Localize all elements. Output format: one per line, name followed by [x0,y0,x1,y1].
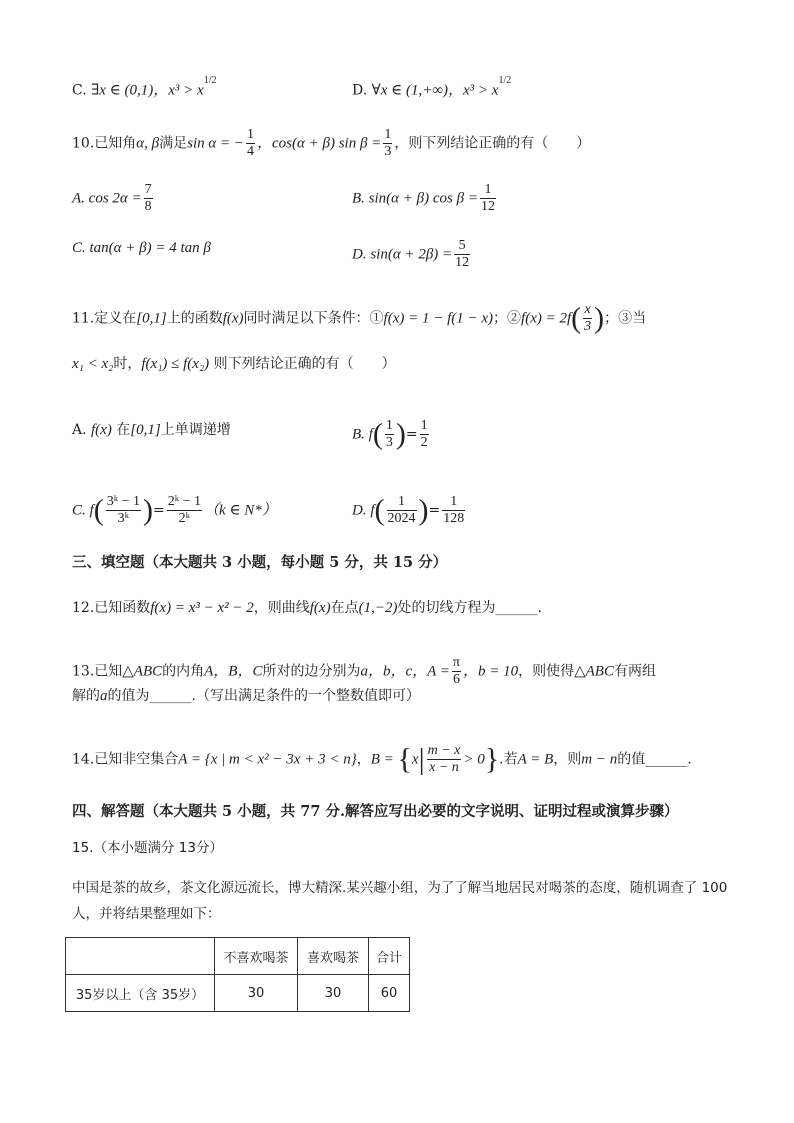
section-3-title: 三、填空题（本大题共 3 小题，每小题 5 分，共 15 分） [72,554,448,571]
q11-option-c: C. f( $\frac{\text{3ᵏ − 1}}{\text{3ᵏ}}$ )= $\frac{\text{2ᵏ − 1}}{\text{2ᵏ}}$ （k ∈ N*） [72,493,277,527]
table-header-cell: 喜欢喝茶 [298,938,369,975]
q10-option-d: D. sin(α + 2β) = $\frac{5}{12}$ [352,238,470,270]
section-4-title: 四、解答题（本大题共 5 小题，共 77 分.解答应写出必要的文字说明、证明过程或演算步骤） [72,803,679,820]
table-header-cell: 不喜欢喝茶 [215,938,298,975]
q10-option-a: A. cos 2α = $\frac{7}{8}$ [72,182,152,214]
q10-option-c: C. tan(α + β) = 4 tan β [72,240,211,256]
table-cell: 35岁以上（含 35岁） [66,975,215,1012]
table-cell: 30 [215,975,298,1012]
q15-paragraph-line1: 中国是茶的故乡，茶文化源远流长，博大精深.某兴趣小组，为了了解当地居民对喝茶的态度，随机调查了 100 [72,880,728,896]
table-row [66,975,410,1012]
table-header-cell [66,938,215,975]
table-header-cell: 合计 [369,938,410,975]
q12-stem: 12.已知函数f(x) = x³ − x² − 2，则曲线f(x)在点(1,−2)处的切线方程为______. [72,600,542,616]
q10-option-b: B. sin(α + β) cos β = $\frac{1}{12}$ [352,182,495,214]
q14-stem: 14.已知非空集合A = {x | m < x² − 3x + 3 < n}，B = {x| $\frac{m - x}{x - n}$ > 0}.若A = B，则m − n的值______. [72,742,692,776]
q11-option-a: A. f(x) 在[0,1]上单调递增 [72,422,231,438]
q15-head: 15.（本小题满分 13分） [72,840,223,856]
table-cell: 30 [298,975,369,1012]
q13-stem-line2: 解的a的值为______.（写出满足条件的一个整数值即可） [72,688,420,704]
q11-stem-line2: x₁ < x₂时，f(x₁) ≤ f(x₂) 则下列结论正确的有（ ） [72,356,396,372]
q15-table [65,937,410,1012]
q11-stem: 11.定义在[0,1]上的函数f(x)同时满足以下条件：①f(x) = 1 − f(1 − x)；②f(x) = 2f( $\frac{x}{3}$ )；③当 [72,301,647,335]
q10-stem: 10.已知角α, β满足sin α = − $\frac{1}{4}$ ，cos(α + β) sin β = $\frac{1}{3}$ ，则下列结论正确的有（ ） [72,127,591,159]
q11-option-d: D. f( $\frac{1}{2024}$ )= $\frac{1}{128}$ [352,493,465,527]
q15-paragraph-line2: 人，并将结果整理如下： [72,906,221,922]
table-cell: 60 [369,975,410,1012]
q9-option-c: C. ∃x ∈ (0,1)，$x^3 > x^{1/2}$ [72,75,217,99]
q13-stem: 13.已知△ABC的内角A，B，C所对的边分别为a，b，c，A = $\frac{\pi}{6}$ ，b = 10，则使得△ABC有两组 [72,655,656,687]
table-header-row [66,938,410,975]
q9-option-d: D. ∀x ∈ (1,+∞)，$x^3 > x^{1/2}$ [352,75,512,99]
q11-option-b: B. f( $\frac{1}{3}$ )= $\frac{1}{2}$ [352,417,428,451]
